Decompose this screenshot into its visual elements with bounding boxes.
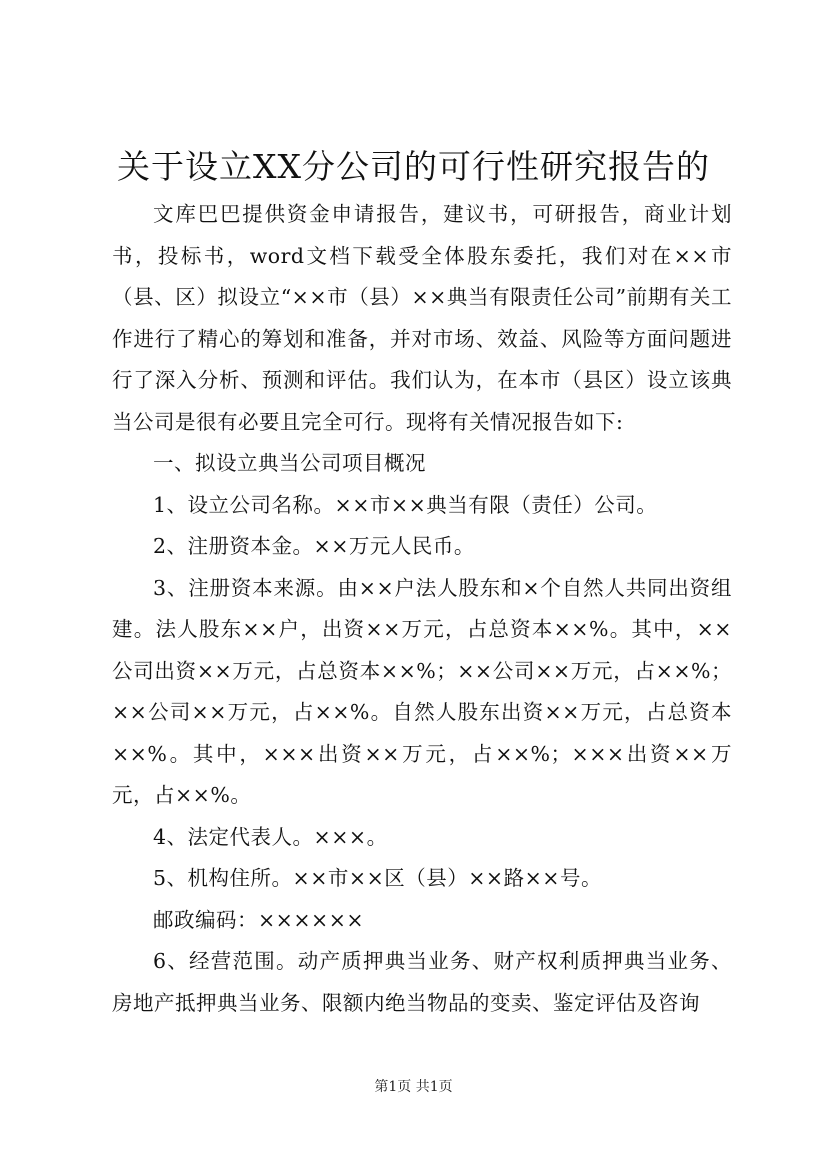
paragraph-capital-source: 3、注册资本来源。由××户法人股东和×个自然人共同出资组建。法人股东××户，出资××万元，占总资本××%。其中，××公司出资××万元，占总资本××%；××公司××万元，占××%；××公司××万元，占××%。自然人股东出资××万元，占总资本××%。其中，×××出资××万元，占××%；×××出资××万元，占××%。 (112, 575, 732, 807)
section-heading-overview: 一、拟设立典当公司项目概况 (153, 451, 426, 475)
paragraph-business-scope: 6、经营范围。动产质押典当业务、财产权利质押典当业务、房地产抵押典当业务、限额内绝当物品的变卖、鉴定评估及咨询 (112, 949, 732, 1015)
paragraph-company-name: 1、设立公司名称。××市××典当有限（责任）公司。 (153, 492, 658, 517)
document-body (112, 194, 732, 1024)
paragraph-legal-representative: 4、法定代表人。×××。 (153, 824, 388, 849)
paragraph-postal-code: 邮政编码：×××××× (153, 907, 365, 932)
page-footer: 第1页 共1页 (374, 1079, 453, 1095)
paragraph-address: 5、机构住所。××市××区（县）××路××号。 (153, 866, 602, 890)
paragraph-registered-capital: 2、注册资本金。××万元人民币。 (153, 534, 475, 558)
document-title: 关于设立XX分公司的可行性研究报告的 (117, 147, 710, 186)
paragraph-intro: 文库巴巴提供资金申请报告，建议书，可研报告，商业计划书，投标书，word文档下载受全体股东委托，我们对在××市（县、区）拟设立“××市（县）××典当有限责任公司”前期有关工作进行了精心的筹划和准备，并对市场、效益、风险等方面问题进行了深入分析、预测和评估。我们认为，在本市（县区）设立该典当公司是很有必要且完全可行。现将有关情况报告如下: (112, 202, 732, 434)
